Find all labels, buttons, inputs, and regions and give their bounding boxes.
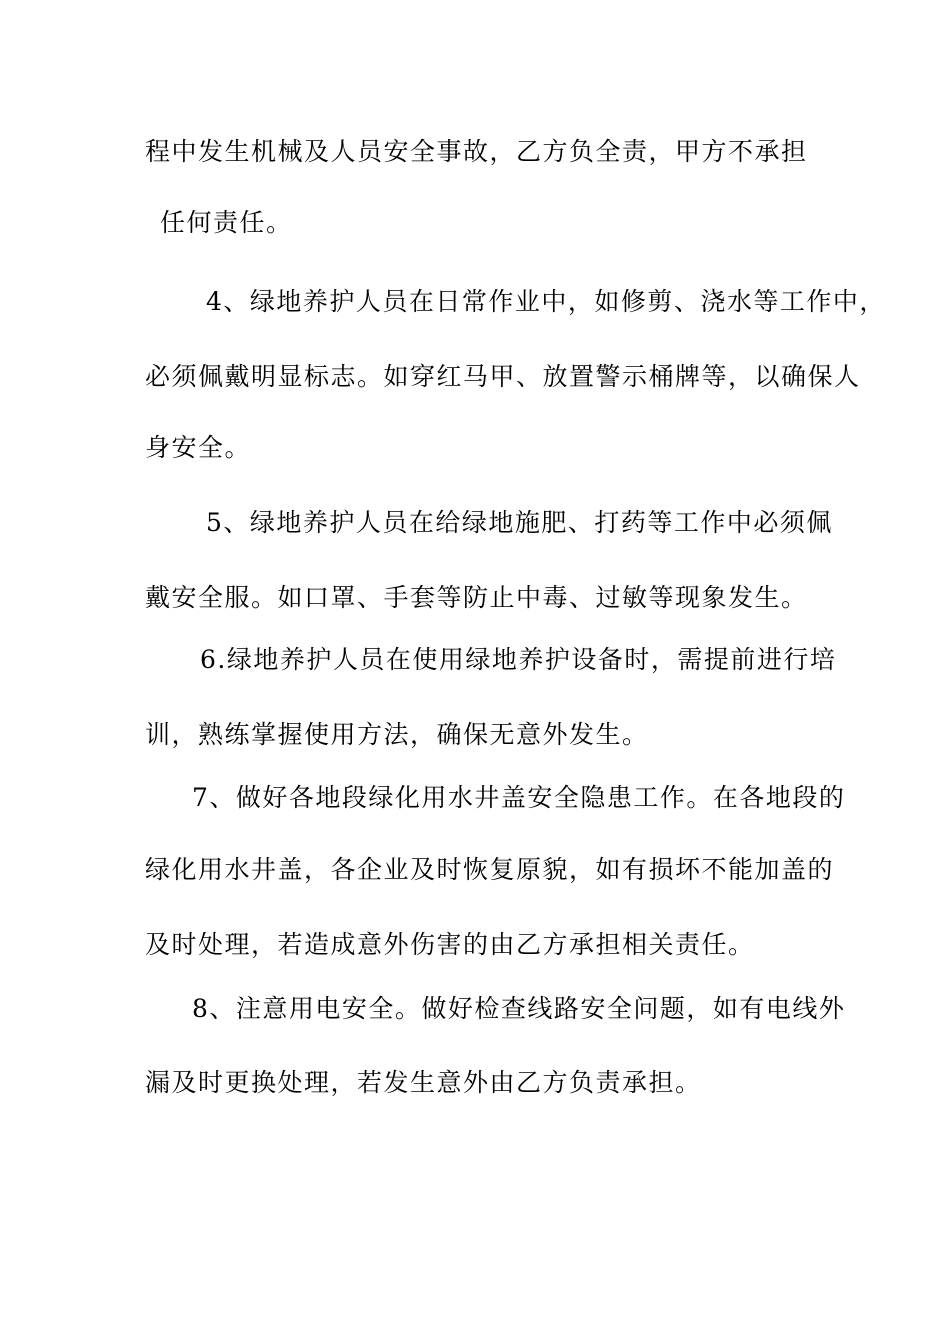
text-line: 6.绿地养护人员在使用绿地养护设备时，需提前进行培 <box>200 645 837 674</box>
text-line: 训，熟练掌握使用方法，确保无意外发生。 <box>145 720 649 749</box>
text-line: 身安全。 <box>145 433 252 462</box>
text-line: 5、绿地养护人员在给绿地施肥、打药等工作中必须佩 <box>206 508 833 537</box>
text-line: 绿化用水井盖，各企业及时恢复原貌，如有损坏不能加盖的 <box>145 855 835 884</box>
text-line: 必须佩戴明显标志。如穿红马甲、放置警示桶牌等，以确保人 <box>145 362 861 391</box>
text-line: 漏及时更换处理，若发生意外由乙方负责承担。 <box>145 1068 702 1097</box>
text-line: 7、做好各地段绿化用水井盖安全隐患工作。在各地段的 <box>192 783 846 812</box>
text-line: 8、注意用电安全。做好检查线路安全问题，如有电线外 <box>192 994 846 1023</box>
text-line: 4、绿地养护人员在日常作业中，如修剪、浇水等工作中， <box>206 287 886 316</box>
text-line: 戴安全服。如口罩、手套等防止中毒、过敏等现象发生。 <box>145 583 808 612</box>
text-line: 程中发生机械及人员安全事故，乙方负全责，甲方不承担 <box>145 137 808 166</box>
text-line: 及时处理，若造成意外伤害的由乙方承担相关责任。 <box>145 930 755 959</box>
text-line: 任何责任。 <box>160 208 293 237</box>
